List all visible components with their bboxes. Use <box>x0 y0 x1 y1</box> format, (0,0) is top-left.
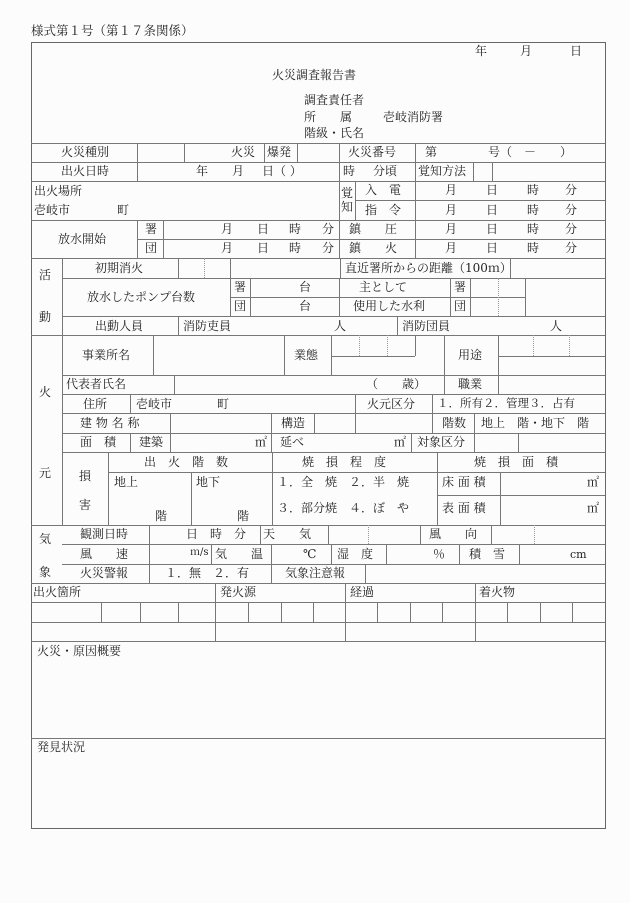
above-label: 地上 <box>114 475 139 489</box>
grid-line <box>415 143 416 258</box>
grid-line <box>437 495 605 496</box>
grid-line <box>459 544 460 564</box>
grid-line <box>355 200 605 201</box>
order-label: 指 令 <box>365 203 402 217</box>
grid-line <box>271 564 272 583</box>
grid-line <box>410 602 411 622</box>
wind-unit: ｍ/s <box>190 547 209 558</box>
grid-line <box>140 602 141 622</box>
summary-area[interactable] <box>32 660 604 736</box>
grid-line <box>31 258 605 259</box>
sup-month: 月 <box>445 222 458 236</box>
grid-line <box>211 544 212 564</box>
detection-method-label: 覚知方法 <box>418 164 467 178</box>
extinguish-label: 鎮 火 <box>349 241 398 255</box>
water-source-station: 署 <box>454 280 467 294</box>
above-floor-unit: 階 <box>155 509 168 523</box>
personnel-label: 出動人員 <box>95 319 144 333</box>
activity-section-bottom: 動 <box>39 310 52 324</box>
grid-line <box>475 583 476 641</box>
warning-value: １．無 ２．有 <box>165 566 250 580</box>
building-label: 建 物 名 称 <box>80 416 140 430</box>
rep-label: 代表者氏名 <box>66 377 127 391</box>
fire-type-explosion[interactable]: 爆発 <box>267 145 292 159</box>
grid-line <box>314 413 315 433</box>
fire-number-label: 火災番号 <box>348 145 397 159</box>
fire-hour: 時 <box>343 164 356 178</box>
grid-line <box>108 452 109 525</box>
grid-line <box>492 162 493 181</box>
grid-line <box>62 278 605 279</box>
humidity-label: 湿 度 <box>337 547 374 561</box>
grid-line <box>62 375 605 376</box>
grid-line <box>519 544 520 564</box>
date-year: 年 <box>475 44 488 58</box>
grid-line <box>297 143 298 162</box>
staff-label: 消防吏員 <box>183 319 232 333</box>
grid-line <box>415 335 416 356</box>
address-label: 住所 <box>83 397 108 411</box>
grid-line <box>474 413 475 433</box>
water-source-brigade: 団 <box>454 299 467 313</box>
date-day: 日 <box>570 44 583 58</box>
origin-class-label: 火元区分 <box>367 397 416 411</box>
activity-section-top: 活 <box>39 268 52 282</box>
fire-type-fire[interactable]: 火災 <box>231 145 256 159</box>
process-label: 経過 <box>350 585 375 599</box>
fire-month: 月 <box>232 164 245 178</box>
grid-line <box>281 602 282 622</box>
area-label: 面 積 <box>80 435 117 449</box>
grid-line <box>184 143 185 162</box>
industry-label: 業態 <box>294 348 319 362</box>
pumps-brigade: 団 <box>234 299 247 313</box>
sup-day: 日 <box>486 222 499 236</box>
grid-line <box>572 602 573 622</box>
grid-line <box>272 452 273 525</box>
call-hour: 時 <box>527 183 540 197</box>
grid-line <box>473 162 474 181</box>
grid-line <box>339 143 340 181</box>
grid-line <box>500 472 501 525</box>
surface-area-label: 表 面 積 <box>442 501 486 515</box>
grid-line <box>230 258 231 316</box>
damage-bottom: 害 <box>79 498 92 512</box>
suppression-label: 鎮 圧 <box>349 222 398 236</box>
address-city: 壱岐市 <box>136 397 173 411</box>
grid-line <box>31 335 605 336</box>
water-source-label-1: 主として <box>359 280 408 294</box>
floor-area-unit: ㎡ <box>587 475 600 489</box>
staff-unit: 人 <box>334 319 347 333</box>
structure-label: 構造 <box>281 416 306 430</box>
detection-label: 覚知 <box>341 186 354 215</box>
burn-area-label: 焼 損 面 積 <box>474 455 559 469</box>
order-hour: 時 <box>527 203 540 217</box>
total-floor-label: 延べ <box>280 435 305 449</box>
use-label: 用途 <box>458 348 483 362</box>
ws-minute: 分 <box>322 222 335 236</box>
grid-line <box>178 258 179 278</box>
water-brigade: 団 <box>145 241 158 255</box>
grid-line <box>518 433 519 452</box>
pumps-unit-station: 台 <box>299 280 312 294</box>
observed-label: 観測日時 <box>80 527 129 541</box>
grid-line <box>437 452 438 525</box>
grid-line <box>153 335 154 375</box>
grid-line <box>534 525 535 544</box>
grid-line <box>31 622 605 623</box>
wind-dir-label: 風 向 <box>429 527 478 541</box>
affiliation-label: 所 属 <box>304 110 353 124</box>
grid-line <box>62 394 605 395</box>
weather-label: 天 気 <box>263 527 312 541</box>
grid-line <box>215 583 216 641</box>
wb-month: 月 <box>221 241 234 255</box>
call-label: 入 電 <box>365 183 402 197</box>
total-floor-unit: ㎡ <box>394 435 407 449</box>
grid-line <box>339 278 340 316</box>
weather-section-bottom: 象 <box>39 565 52 579</box>
location-town: 町 <box>117 203 130 217</box>
grid-line <box>248 602 249 622</box>
grid-line <box>450 278 451 316</box>
grid-line <box>31 738 605 739</box>
discovery-label: 発見状況 <box>37 740 86 754</box>
investigator-label: 調査責任者 <box>304 93 365 107</box>
location-label: 出火場所 <box>34 184 83 198</box>
ext-hour: 時 <box>527 241 540 255</box>
grid-line <box>432 394 433 413</box>
grid-line <box>339 181 340 258</box>
fire-year: 年 <box>196 164 209 178</box>
grid-line <box>359 335 360 356</box>
grid-line <box>62 564 605 565</box>
ignition-source-label: 発火源 <box>220 585 257 599</box>
date-month: 月 <box>520 44 533 58</box>
rep-age: （ 歳） <box>366 377 427 391</box>
grid-line <box>191 472 192 525</box>
grid-line <box>271 544 272 564</box>
grid-line <box>62 258 63 525</box>
order-minute: 分 <box>565 203 578 217</box>
grid-line <box>507 602 508 622</box>
grid-line <box>474 433 475 452</box>
fire-location-label: 出火箇所 <box>33 585 82 599</box>
fire-day: 日（ ） <box>262 164 302 178</box>
burn-degree-options-2: ３．部分焼 ４．ぼ や <box>277 501 410 515</box>
summary-label: 火災・原因概要 <box>37 644 122 658</box>
ext-minute: 分 <box>565 241 578 255</box>
origin-class-value: １．所有２．管理３．占有 <box>437 396 575 410</box>
grid-line <box>386 544 387 564</box>
fire-datetime-label: 出火日時 <box>61 164 110 178</box>
grid-line <box>31 143 605 144</box>
ignited-material-label: 着火物 <box>479 585 516 599</box>
warning-label: 火災警報 <box>80 566 129 580</box>
water-station: 署 <box>145 222 158 236</box>
snow-label: 積 雪 <box>469 547 506 561</box>
job-label: 職業 <box>458 377 483 391</box>
advisory-label: 気象注意報 <box>285 566 346 580</box>
grid-line <box>345 583 346 641</box>
burn-degree-label: 焼 損 程 度 <box>302 455 387 469</box>
grid-line <box>331 356 415 357</box>
ext-day: 日 <box>486 241 499 255</box>
fire-type-label: 火災種別 <box>61 145 110 159</box>
grid-line <box>365 564 366 583</box>
building-area-unit: ㎡ <box>255 435 268 449</box>
grid-line <box>149 525 150 583</box>
grid-line <box>397 316 398 335</box>
grid-line <box>355 394 356 413</box>
grid-line <box>31 602 605 603</box>
grid-line <box>170 433 171 452</box>
burn-degree-options-1: １．全 焼 ２．半 焼 <box>277 475 410 489</box>
sup-hour: 時 <box>527 222 540 236</box>
grid-line <box>331 544 332 564</box>
floor-area-label: 床 面 積 <box>442 475 486 489</box>
grid-line <box>377 602 378 622</box>
grid-line <box>328 525 329 544</box>
grid-line <box>137 220 138 258</box>
grid-line <box>31 583 605 584</box>
distance-label: 直近署所からの距離（100ｍ） <box>345 261 512 275</box>
wb-minute: 分 <box>322 241 335 255</box>
grid-line <box>498 375 499 394</box>
grid-line <box>284 335 285 375</box>
grid-line <box>163 220 164 258</box>
volunteer-unit: 人 <box>550 319 563 333</box>
volunteer-label: 消防団員 <box>402 319 451 333</box>
location-city: 壱岐市 <box>34 203 71 217</box>
business-label: 事業所名 <box>82 348 131 362</box>
ws-hour: 時 <box>289 222 302 236</box>
grid-line <box>340 258 341 278</box>
grid-line <box>444 335 445 375</box>
grid-line <box>174 375 175 394</box>
grid-line <box>31 162 605 163</box>
grid-line <box>432 413 433 433</box>
grid-line <box>31 641 605 642</box>
grid-line <box>62 433 605 434</box>
grid-line <box>62 316 605 317</box>
grid-line <box>355 413 356 433</box>
grid-line <box>31 220 605 221</box>
grid-line <box>498 278 499 316</box>
grid-line <box>411 433 412 452</box>
grid-line <box>108 472 605 473</box>
rank-name-label: 階級・氏名 <box>304 126 365 140</box>
floors-value: 地上 階・地下 階 <box>481 416 590 430</box>
call-day: 日 <box>486 183 499 197</box>
grid-line <box>470 278 471 316</box>
grid-line <box>569 335 570 356</box>
grid-line <box>250 278 251 316</box>
grid-line <box>62 544 605 545</box>
address-town: 町 <box>217 397 230 411</box>
fire-floor-label: 出 火 階 数 <box>144 455 229 469</box>
grid-line <box>204 258 205 278</box>
grid-line <box>264 143 265 162</box>
grid-line <box>271 413 272 452</box>
report-title: 火災調査報告書 <box>272 68 357 82</box>
fire-number-prefix: 第 <box>425 145 438 159</box>
floors-label: 階数 <box>442 416 467 430</box>
order-day: 日 <box>486 203 499 217</box>
affiliation-value: 壱岐消防署 <box>383 110 444 124</box>
grid-line <box>101 602 102 622</box>
grid-line <box>420 525 421 544</box>
origin-section-bottom: 元 <box>39 466 52 480</box>
grid-line <box>130 433 131 452</box>
grid-line <box>491 525 492 544</box>
grid-line <box>130 394 131 413</box>
pumps-station: 署 <box>234 280 247 294</box>
grid-line <box>368 525 369 544</box>
call-month: 月 <box>445 183 458 197</box>
damage-top: 損 <box>79 469 92 483</box>
grid-line <box>313 602 314 622</box>
pumps-unit-brigade: 台 <box>299 299 312 313</box>
water-source-label-2: 使用した水利 <box>353 299 426 313</box>
below-floor-unit: 階 <box>237 509 250 523</box>
grid-line <box>533 335 534 356</box>
grid-line <box>62 452 605 453</box>
sup-minute: 分 <box>565 222 578 236</box>
grid-line <box>178 316 179 335</box>
weather-section-top: 気 <box>39 532 52 546</box>
order-month: 月 <box>445 203 458 217</box>
water-start-label: 放水開始 <box>58 232 107 246</box>
grid-line <box>178 602 179 622</box>
grid-line <box>387 335 388 356</box>
below-label: 地下 <box>196 475 221 489</box>
grid-line <box>260 525 261 544</box>
grid-line <box>137 143 138 181</box>
grid-line <box>331 335 332 375</box>
grid-line <box>31 181 605 182</box>
observed-value: 日 時 分 <box>186 527 247 541</box>
surface-area-unit: ㎡ <box>587 501 600 515</box>
call-minute: 分 <box>565 183 578 197</box>
grid-line <box>62 413 605 414</box>
grid-line <box>231 297 525 298</box>
humidity-unit: ％ <box>433 547 446 561</box>
wb-hour: 時 <box>289 241 302 255</box>
fire-number-suffix: 号（ － ） <box>488 145 573 159</box>
discovery-area[interactable] <box>32 756 604 826</box>
wb-day: 日 <box>257 241 270 255</box>
grid-line <box>170 413 171 433</box>
snow-unit: cm <box>570 548 587 561</box>
origin-section-top: 火 <box>39 385 52 399</box>
fire-minute: 分頃 <box>373 164 398 178</box>
grid-line <box>498 356 605 357</box>
grid-line <box>442 602 443 622</box>
grid-line <box>355 181 356 220</box>
ws-month: 月 <box>221 222 234 236</box>
ws-day: 日 <box>257 222 270 236</box>
grid-line <box>498 335 499 375</box>
pumps-label: 放水したポンプ台数 <box>87 290 196 304</box>
initial-label: 初期消火 <box>95 261 144 275</box>
target-class-label: 対象区分 <box>417 435 466 449</box>
wind-speed-label: 風 速 <box>80 547 129 561</box>
grid-line <box>31 525 605 526</box>
temp-label: 気 温 <box>215 547 264 561</box>
ext-month: 月 <box>445 241 458 255</box>
grid-line <box>444 375 445 394</box>
form-id: 様式第１号（第１７条関係） <box>31 23 194 38</box>
building-area-label: 建築 <box>139 435 164 449</box>
temp-unit: ℃ <box>303 547 317 561</box>
grid-line <box>540 602 541 622</box>
grid-line <box>525 278 526 316</box>
grid-line <box>137 239 605 240</box>
